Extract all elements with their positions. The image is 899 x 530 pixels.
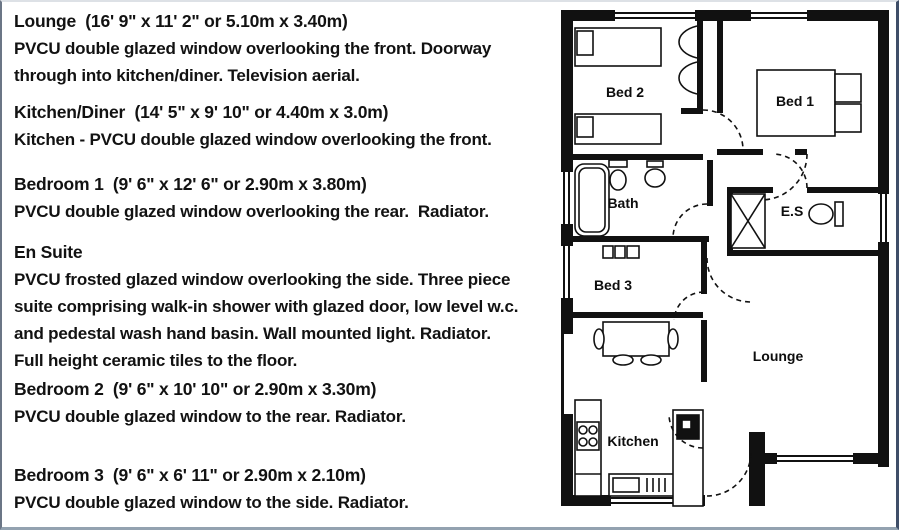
floorplan	[555, 4, 897, 526]
room-heading: Bedroom 2 (9' 6" x 10' 10" or 2.90m x 3.30m)	[14, 379, 377, 399]
sink-icon	[609, 474, 675, 496]
section-bedroom-2	[14, 376, 522, 430]
room-label-bed2: Bed 2	[605, 84, 645, 100]
door-arc-bed2	[703, 110, 743, 150]
hob-icon	[577, 422, 599, 450]
kitchen-peninsula	[673, 410, 703, 506]
floorplan-svg	[555, 4, 897, 526]
room-label-lounge: Lounge	[752, 348, 804, 364]
bath-window	[560, 172, 573, 224]
room-heading: Bedroom 3 (9' 6" x 6' 11" or 2.90m x 2.10m)	[14, 465, 366, 485]
lounge-window	[777, 452, 853, 465]
door-arc-bed1	[761, 154, 807, 200]
section-en-suite	[14, 239, 522, 374]
door-arc-front-door	[707, 452, 751, 496]
bathtub-icon	[575, 164, 609, 236]
room-description: Kitchen - PVCU double glazed window overlooking the front.	[14, 130, 492, 149]
room-heading: Bedroom 1 (9' 6" x 12' 6" or 2.90m x 3.80m)	[14, 174, 367, 194]
room-description: PVCU double glazed window overlooking the rear. Radiator.	[14, 202, 489, 221]
section-bedroom-3	[14, 462, 522, 516]
room-description: PVCU double glazed window to the side. Radiator.	[14, 493, 409, 512]
door-arc-lounge	[707, 258, 751, 302]
dining-table-icon	[594, 322, 678, 365]
toilet-icon-bath	[609, 160, 627, 190]
door-arc-bath	[673, 204, 707, 238]
bed1-window	[751, 9, 807, 22]
radiator-marks-bed3	[603, 246, 639, 258]
basin-icon-bath	[645, 161, 665, 187]
room-label-bed3: Bed 3	[593, 277, 633, 293]
room-heading: En Suite	[14, 242, 83, 262]
ensuite-window	[877, 194, 890, 242]
description-panel	[14, 8, 522, 516]
bed3-window	[560, 246, 573, 298]
section-bedroom-1	[14, 171, 522, 225]
room-description: PVCU frosted glazed window overlooking the side. Three piece suite comprising walk-in shower with glazed door, low level w.c. and pedestal wash hand basin. Wall mounted light. Radiator. Full height ceramic tiles to the floor.	[14, 270, 523, 370]
bed2-window	[615, 9, 695, 22]
toilet-icon-ensuite	[809, 202, 843, 226]
shower-icon	[731, 194, 765, 248]
bed-icon-bed2-b	[575, 114, 661, 144]
bed-icon-bed2-a	[575, 28, 661, 66]
door-arc-ensuite	[773, 154, 807, 188]
section-lounge	[14, 8, 522, 89]
room-description: PVCU double glazed window overlooking the front. Doorway through into kitchen/diner. Television aerial.	[14, 39, 496, 85]
room-heading: Kitchen/Diner (14' 5" x 9' 10" or 4.40m x 3.0m)	[14, 102, 389, 122]
room-heading: Lounge (16' 9" x 11' 2" or 5.10m x 3.40m)	[14, 11, 348, 31]
room-label-kitchen: Kitchen	[607, 433, 659, 449]
room-label-bath: Bath	[607, 195, 639, 211]
room-label-ensuite: E.S	[780, 203, 804, 219]
room-label-bed1: Bed 1	[775, 93, 815, 109]
wardrobe-icon	[679, 26, 697, 94]
section-kitchen-diner	[14, 99, 522, 153]
room-description: PVCU double glazed window to the rear. Radiator.	[14, 407, 406, 426]
